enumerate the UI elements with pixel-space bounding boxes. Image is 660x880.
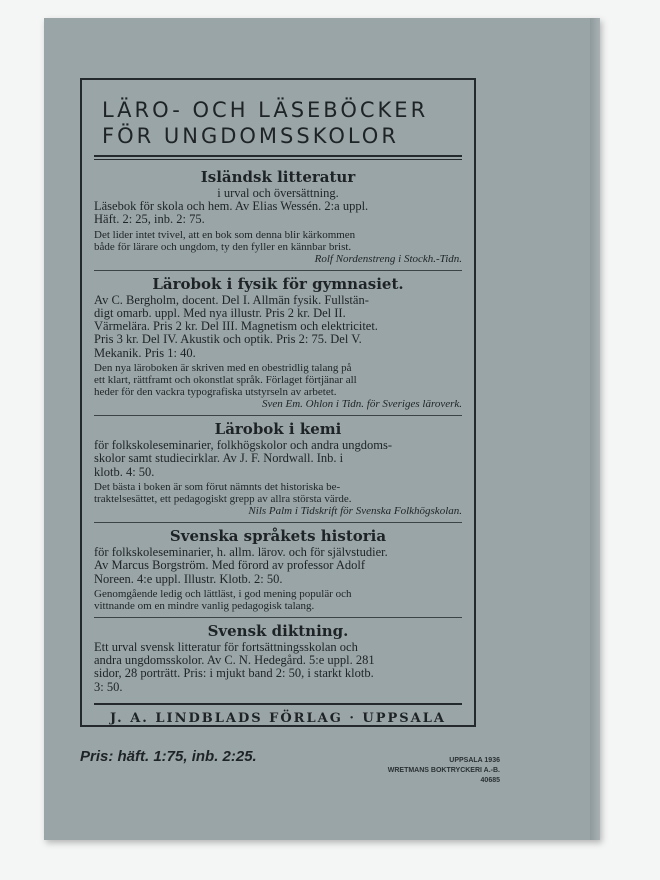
section-divider <box>94 617 462 618</box>
section-line: Pris 3 kr. Del IV. Akustik och optik. Pris 2: 75. Del V. <box>94 332 362 347</box>
section-line: för folkskoleseminarier, h. allm. lärov. och för självstudier. <box>94 544 388 559</box>
publisher-rule <box>94 703 462 705</box>
review-line: både för lärare och ungdom, ty den fyller en kännbar brist. <box>94 240 352 253</box>
printer-line: WRETMANS BOKTRYCKERI A.-B. <box>387 767 500 774</box>
section-islandsk <box>94 168 462 265</box>
publisher-name: J. A. LINDBLADS FÖRLAG · UPPSALA <box>110 711 446 727</box>
price-line: Pris: häft. 1:75, inb. 2:25. <box>80 748 257 765</box>
review-source: Rolf Nordenstreng i Stockh.-Tidn. <box>314 252 462 265</box>
printer-line: UPPSALA 1936 <box>449 757 500 764</box>
review-line: Genomgående ledig och lättläst, i god mening populär och <box>94 587 352 600</box>
section-line: skolor samt studiecirklar. Av J. F. Nordwall. Inb. i <box>94 451 344 466</box>
section-divider <box>94 270 462 271</box>
review-line: ett klart, rättframt och okonstlat språk. Förlaget förtjänar all <box>94 374 357 387</box>
cover-spine-edge <box>590 18 600 840</box>
section-line: Mekanik. Pris 1: 40. <box>94 345 196 360</box>
review-line: vittnande om en mindre vanlig pedagogisk talang. <box>94 599 315 612</box>
section-line: klotb. 4: 50. <box>94 464 155 479</box>
printer-line: 40685 <box>480 777 500 784</box>
printer-imprint <box>340 756 500 786</box>
review-source: Sven Em. Ohlon i Tidn. för Sveriges läroverk. <box>261 398 462 411</box>
section-title: Svenska språkets historia <box>169 526 387 545</box>
section-line: Ett urval svensk litteratur för fortsättningsskolan och <box>94 639 358 654</box>
review-line: heder för den vackra typografiska utstyrseln av arbetet. <box>94 386 337 399</box>
review-line: Det lider intet tvivel, att en bok som denna blir kärkommen <box>94 228 356 241</box>
section-title: Lärobok i fysik för gymnasiet. <box>152 274 404 293</box>
section-line: digt omarb. uppl. Med nya illustr. Pris 2 kr. Del II. <box>94 305 346 320</box>
section-sprakets-historia <box>94 527 462 612</box>
section-line: Häft. 2: 25, inb. 2: 75. <box>94 212 205 227</box>
section-line: Läsebok för skola och hem. Av Elias Wessén. 2:a uppl. <box>94 199 369 213</box>
section-line: Av C. Bergholm, docent. Del I. Allmän fysik. Fullstän- <box>94 292 369 307</box>
section-svensk-diktning <box>94 622 462 694</box>
advertisement-frame <box>80 78 476 727</box>
header-title-line2: FÖR UNGDOMSSKOLOR <box>102 124 399 148</box>
review-line: Det bästa i boken är som förut nämnts det historiska be- <box>94 480 341 493</box>
section-subtitle: i urval och översättning. <box>217 186 339 200</box>
section-title: Lärobok i kemi <box>214 420 342 439</box>
section-fysik <box>94 275 462 410</box>
section-title: Svensk diktning. <box>207 621 349 640</box>
section-divider <box>94 415 462 416</box>
section-line: sidor, 28 porträtt. Pris: i mjukt band 2: 50, i starkt klotb. <box>94 666 374 681</box>
section-line: Värmelära. Pris 2 kr. Del III. Magnetism och elektricitet. <box>94 319 378 334</box>
review-line: traktelsesättet, ett pedagogiskt grepp av allra största värde. <box>94 492 352 505</box>
section-line: 3: 50. <box>94 679 123 694</box>
section-line: Noreen. 4:e uppl. Illustr. Klotb. 2: 50. <box>94 571 283 586</box>
review-source: Nils Palm i Tidskrift för Svenska Folkhögskolan. <box>248 504 462 517</box>
review-line: Den nya läroboken är skriven med en obestridlig talang på <box>94 362 352 375</box>
section-kemi <box>94 420 462 517</box>
section-line: andra ungdomsskolor. Av C. N. Hedegård. 5:e uppl. 281 <box>94 653 375 668</box>
header-rule <box>94 155 462 160</box>
section-line: för folkskoleseminarier, folkhögskolor och andra ungdoms- <box>94 438 393 453</box>
section-title: Isländsk litteratur <box>200 168 356 186</box>
header-title-line1: LÄRO- OCH LÄSEBÖCKER <box>102 98 429 122</box>
section-divider <box>94 522 462 523</box>
section-line: Av Marcus Borgström. Med förord av professor Adolf <box>94 558 366 573</box>
